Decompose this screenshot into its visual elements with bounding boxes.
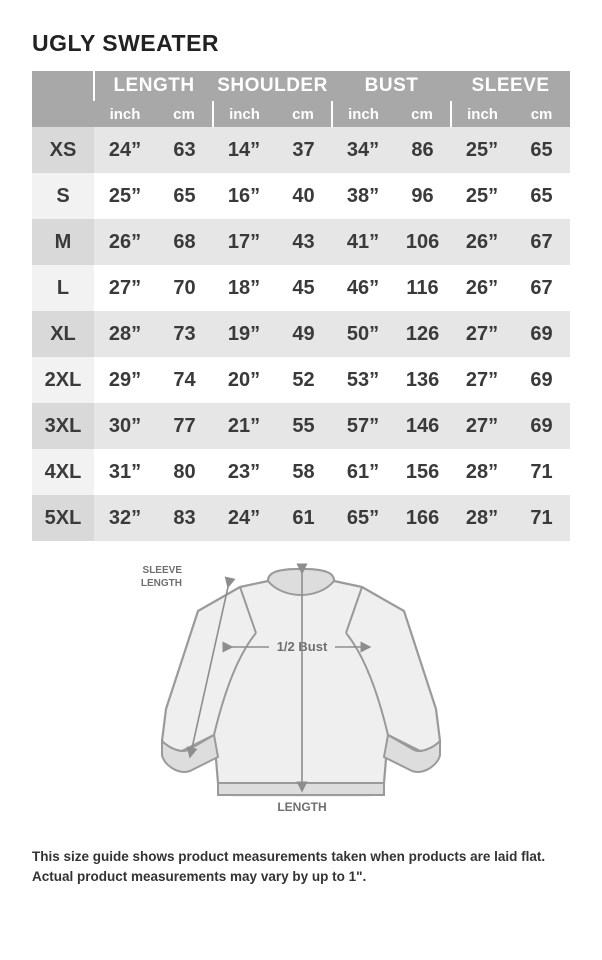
footnote-line-1: This size guide shows product measurements taken when products are laid flat. (32, 849, 546, 864)
row-size-label: L (32, 265, 94, 311)
sweater-illustration-svg (32, 559, 570, 831)
table-row (32, 127, 570, 173)
unit-header-corner (32, 101, 94, 127)
cell-shoulder-cm: 37 (275, 127, 332, 173)
cell-bust-cm: 146 (394, 403, 451, 449)
cell-length-inch: 31” (94, 449, 156, 495)
cell-length-inch: 26” (94, 219, 156, 265)
cell-bust-cm: 136 (394, 357, 451, 403)
cell-length-cm: 65 (156, 173, 213, 219)
row-size-label: M (32, 219, 94, 265)
table-row (32, 357, 570, 403)
cell-bust-inch: 46” (332, 265, 394, 311)
cell-length-cm: 63 (156, 127, 213, 173)
unit-header-sleeve-cm: cm (513, 101, 570, 127)
row-size-label: XL (32, 311, 94, 357)
cell-length-cm: 83 (156, 495, 213, 541)
unit-header-sleeve-inch: inch (451, 101, 513, 127)
cell-bust-cm: 96 (394, 173, 451, 219)
cell-sleeve-cm: 65 (513, 127, 570, 173)
row-size-label: 2XL (32, 357, 94, 403)
sleeve-length-label-line2: LENGTH (140, 578, 182, 589)
cell-bust-cm: 86 (394, 127, 451, 173)
unit-header-length-cm: cm (156, 101, 213, 127)
cell-bust-inch: 65” (332, 495, 394, 541)
cell-length-inch: 29” (94, 357, 156, 403)
cell-shoulder-cm: 43 (275, 219, 332, 265)
cell-shoulder-inch: 18” (213, 265, 275, 311)
cell-shoulder-inch: 24” (213, 495, 275, 541)
header-group-sleeve: SLEEVE (451, 71, 570, 101)
hem-band (218, 783, 384, 795)
sweater-shape (162, 569, 440, 795)
cell-sleeve-cm: 69 (513, 357, 570, 403)
table-body (32, 127, 570, 541)
cell-bust-cm: 166 (394, 495, 451, 541)
cell-length-inch: 32” (94, 495, 156, 541)
cell-length-inch: 25” (94, 173, 156, 219)
page-title: UGLY SWEATER (32, 30, 220, 56)
cell-bust-cm: 126 (394, 311, 451, 357)
cell-shoulder-cm: 52 (275, 357, 332, 403)
cell-sleeve-inch: 28” (451, 449, 513, 495)
row-size-label: S (32, 173, 94, 219)
cell-bust-inch: 38” (332, 173, 394, 219)
cell-sleeve-cm: 69 (513, 311, 570, 357)
cell-sleeve-inch: 27” (451, 403, 513, 449)
cell-bust-inch: 34” (332, 127, 394, 173)
cell-bust-inch: 50” (332, 311, 394, 357)
unit-header-bust-cm: cm (394, 101, 451, 127)
table-header (32, 71, 570, 127)
table-row (32, 311, 570, 357)
cell-sleeve-cm: 67 (513, 265, 570, 311)
cell-shoulder-inch: 17” (213, 219, 275, 265)
cell-shoulder-cm: 49 (275, 311, 332, 357)
cell-length-cm: 77 (156, 403, 213, 449)
cell-length-inch: 28” (94, 311, 156, 357)
cell-length-cm: 80 (156, 449, 213, 495)
length-label: LENGTH (277, 800, 327, 814)
row-size-label: 5XL (32, 495, 94, 541)
unit-header-length-inch: inch (94, 101, 156, 127)
cell-length-cm: 73 (156, 311, 213, 357)
cell-shoulder-cm: 45 (275, 265, 332, 311)
cell-sleeve-inch: 26” (451, 219, 513, 265)
header-group-length: LENGTH (94, 71, 213, 101)
cell-length-cm: 70 (156, 265, 213, 311)
table-row (32, 219, 570, 265)
cell-sleeve-inch: 25” (451, 173, 513, 219)
table-row (32, 495, 570, 541)
cell-sleeve-cm: 71 (513, 449, 570, 495)
table-row (32, 449, 570, 495)
cell-sleeve-cm: 65 (513, 173, 570, 219)
row-size-label: 4XL (32, 449, 94, 495)
cell-sleeve-inch: 27” (451, 311, 513, 357)
sleeve-length-label-line1: SLEEVE (142, 565, 182, 576)
unit-header-bust-inch: inch (332, 101, 394, 127)
cell-sleeve-cm: 67 (513, 219, 570, 265)
cell-sleeve-cm: 69 (513, 403, 570, 449)
cell-bust-inch: 57” (332, 403, 394, 449)
cell-shoulder-cm: 58 (275, 449, 332, 495)
cell-sleeve-inch: 27” (451, 357, 513, 403)
group-header-row (32, 71, 570, 101)
cell-length-inch: 24” (94, 127, 156, 173)
cell-shoulder-inch: 20” (213, 357, 275, 403)
cell-shoulder-inch: 19” (213, 311, 275, 357)
row-size-label: XS (32, 127, 94, 173)
cell-length-cm: 74 (156, 357, 213, 403)
cell-shoulder-inch: 23” (213, 449, 275, 495)
table-row (32, 173, 570, 219)
cell-length-cm: 68 (156, 219, 213, 265)
garment-diagram (32, 559, 570, 831)
collar-top-path (268, 569, 334, 581)
footnote-line-2: Actual product measurements may vary by up to 1". (32, 868, 367, 884)
cell-shoulder-inch: 21” (213, 403, 275, 449)
cell-bust-inch: 61” (332, 449, 394, 495)
cell-length-inch: 27” (94, 265, 156, 311)
cell-sleeve-inch: 26” (451, 265, 513, 311)
cell-bust-inch: 41” (332, 219, 394, 265)
unit-header-shoulder-inch: inch (213, 101, 275, 127)
cell-shoulder-cm: 40 (275, 173, 332, 219)
half-bust-label: 1/2 Bust (276, 639, 328, 654)
cell-shoulder-cm: 55 (275, 403, 332, 449)
cell-bust-inch: 53” (332, 357, 394, 403)
table-row (32, 403, 570, 449)
row-size-label: 3XL (32, 403, 94, 449)
footnote (32, 847, 552, 886)
cell-length-inch: 30” (94, 403, 156, 449)
cell-bust-cm: 116 (394, 265, 451, 311)
cell-shoulder-inch: 14” (213, 127, 275, 173)
header-group-shoulder: SHOULDER (213, 71, 332, 101)
cell-sleeve-inch: 28” (451, 495, 513, 541)
header-corner-cell (32, 71, 94, 101)
cell-bust-cm: 106 (394, 219, 451, 265)
header-group-bust: BUST (332, 71, 451, 101)
unit-header-shoulder-cm: cm (275, 101, 332, 127)
cell-shoulder-inch: 16” (213, 173, 275, 219)
cell-sleeve-inch: 25” (451, 127, 513, 173)
table-row (32, 265, 570, 311)
cell-sleeve-cm: 71 (513, 495, 570, 541)
size-chart-table (32, 71, 570, 541)
cell-shoulder-cm: 61 (275, 495, 332, 541)
unit-header-row (32, 101, 570, 127)
cell-bust-cm: 156 (394, 449, 451, 495)
